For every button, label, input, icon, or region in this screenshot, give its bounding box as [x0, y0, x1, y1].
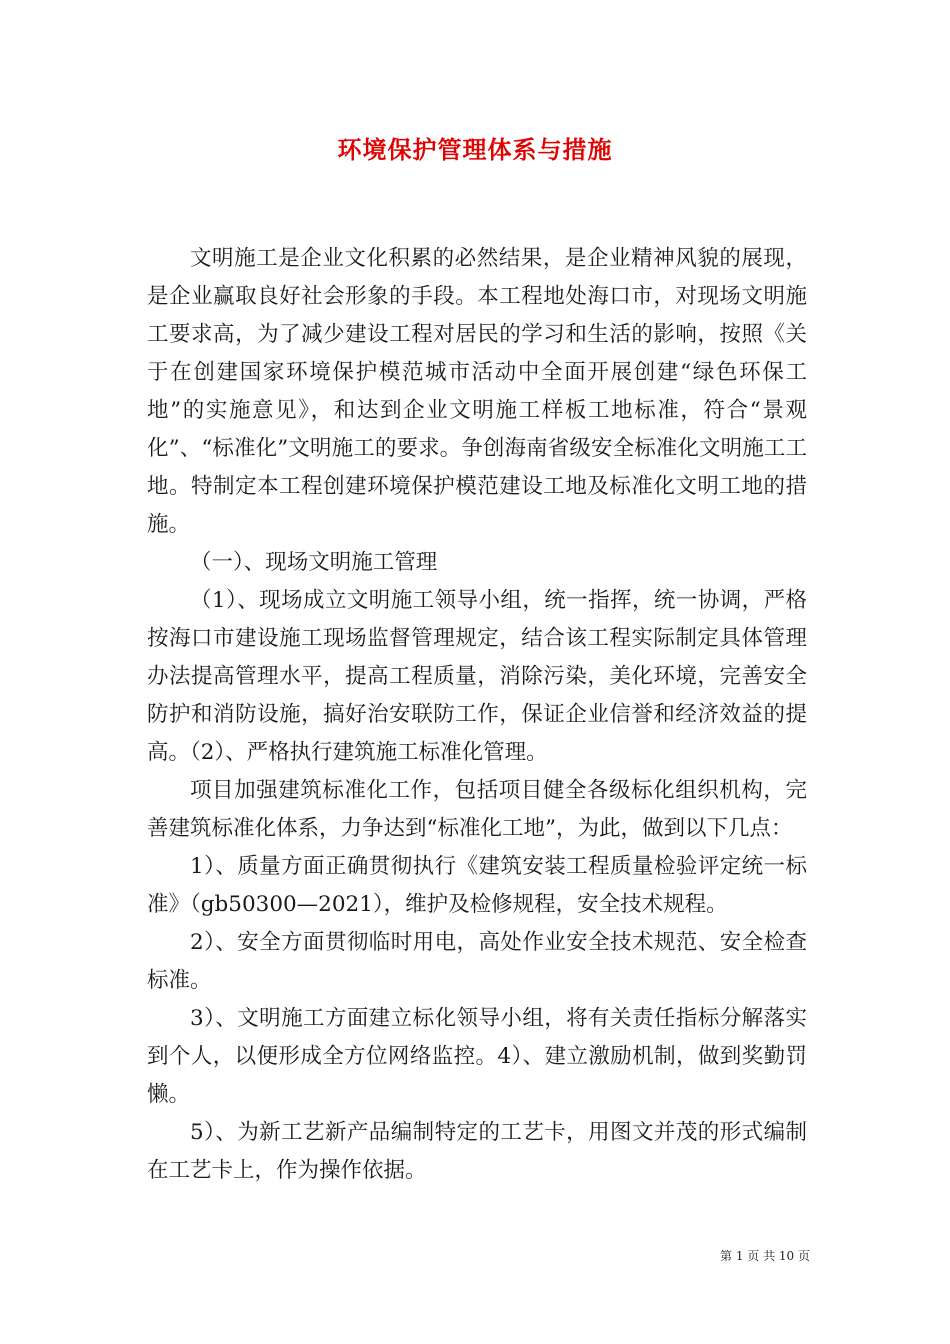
document-title: 环境保护管理体系与措施	[337, 135, 613, 164]
list-item-safety: 2）、安全方面贯彻临时用电，高处作业安全技术规范、安全检查标准。	[147, 930, 807, 993]
list-item-quality: 1）、质量方面正确贯彻执行《建筑安装工程质量检验评定统一标准》（gb50300—2021），维护及检修规程，安全技术规程。	[147, 854, 807, 917]
paragraph-standardization: 项目加强建筑标准化工作，包括项目健全各级标化组织机构，完善建筑标准化体系，力争达到“标准化工地”，为此，做到以下几点：	[147, 778, 807, 841]
list-item-process-card: 5）、为新工艺新产品编制特定的工艺卡，用图文并茂的形式编制在工艺卡上，作为操作依据。	[147, 1120, 807, 1183]
section-heading: （一）、现场文明施工管理	[190, 550, 438, 575]
document-body	[147, 240, 807, 1190]
list-item-civilized: 3）、文明施工方面建立标化领导小组，将有关责任指标分解落实到个人，以便形成全方位网络监控。4）、建立激励机制，做到奖勤罚懒。	[147, 1006, 807, 1107]
paragraph-intro: 文明施工是企业文化积累的必然结果，是企业精神风貌的展现，是企业赢取良好社会形象的手段。本工程地处海口市，对现场文明施工要求高，为了减少建设工程对居民的学习和生活的影响，按照《关于在创建国家环境保护模范城市活动中全面开展创建“绿色环保工地”的实施意见》，和达到企业文明施工样板工地标准，符合“景观化”、“标准化”文明施工的要求。争创海南省级安全标准化文明施工工地。特制定本工程创建环境保护模范建设工地及标准化文明工地的措施。	[147, 246, 807, 537]
page-number-footer: 第 1 页 共 10 页	[720, 1249, 810, 1263]
paragraph-item-1: （1）、现场成立文明施工领导小组，统一指挥，统一协调，严格按海口市建设施工现场监督管理规定，结合该工程实际制定具体管理办法提高管理水平，提高工程质量，消除污染，美化环境，完善安全防护和消防设施，搞好治安联防工作，保证企业信誉和经济效益的提高。（2）、严格执行建筑施工标准化管理。	[147, 588, 807, 765]
